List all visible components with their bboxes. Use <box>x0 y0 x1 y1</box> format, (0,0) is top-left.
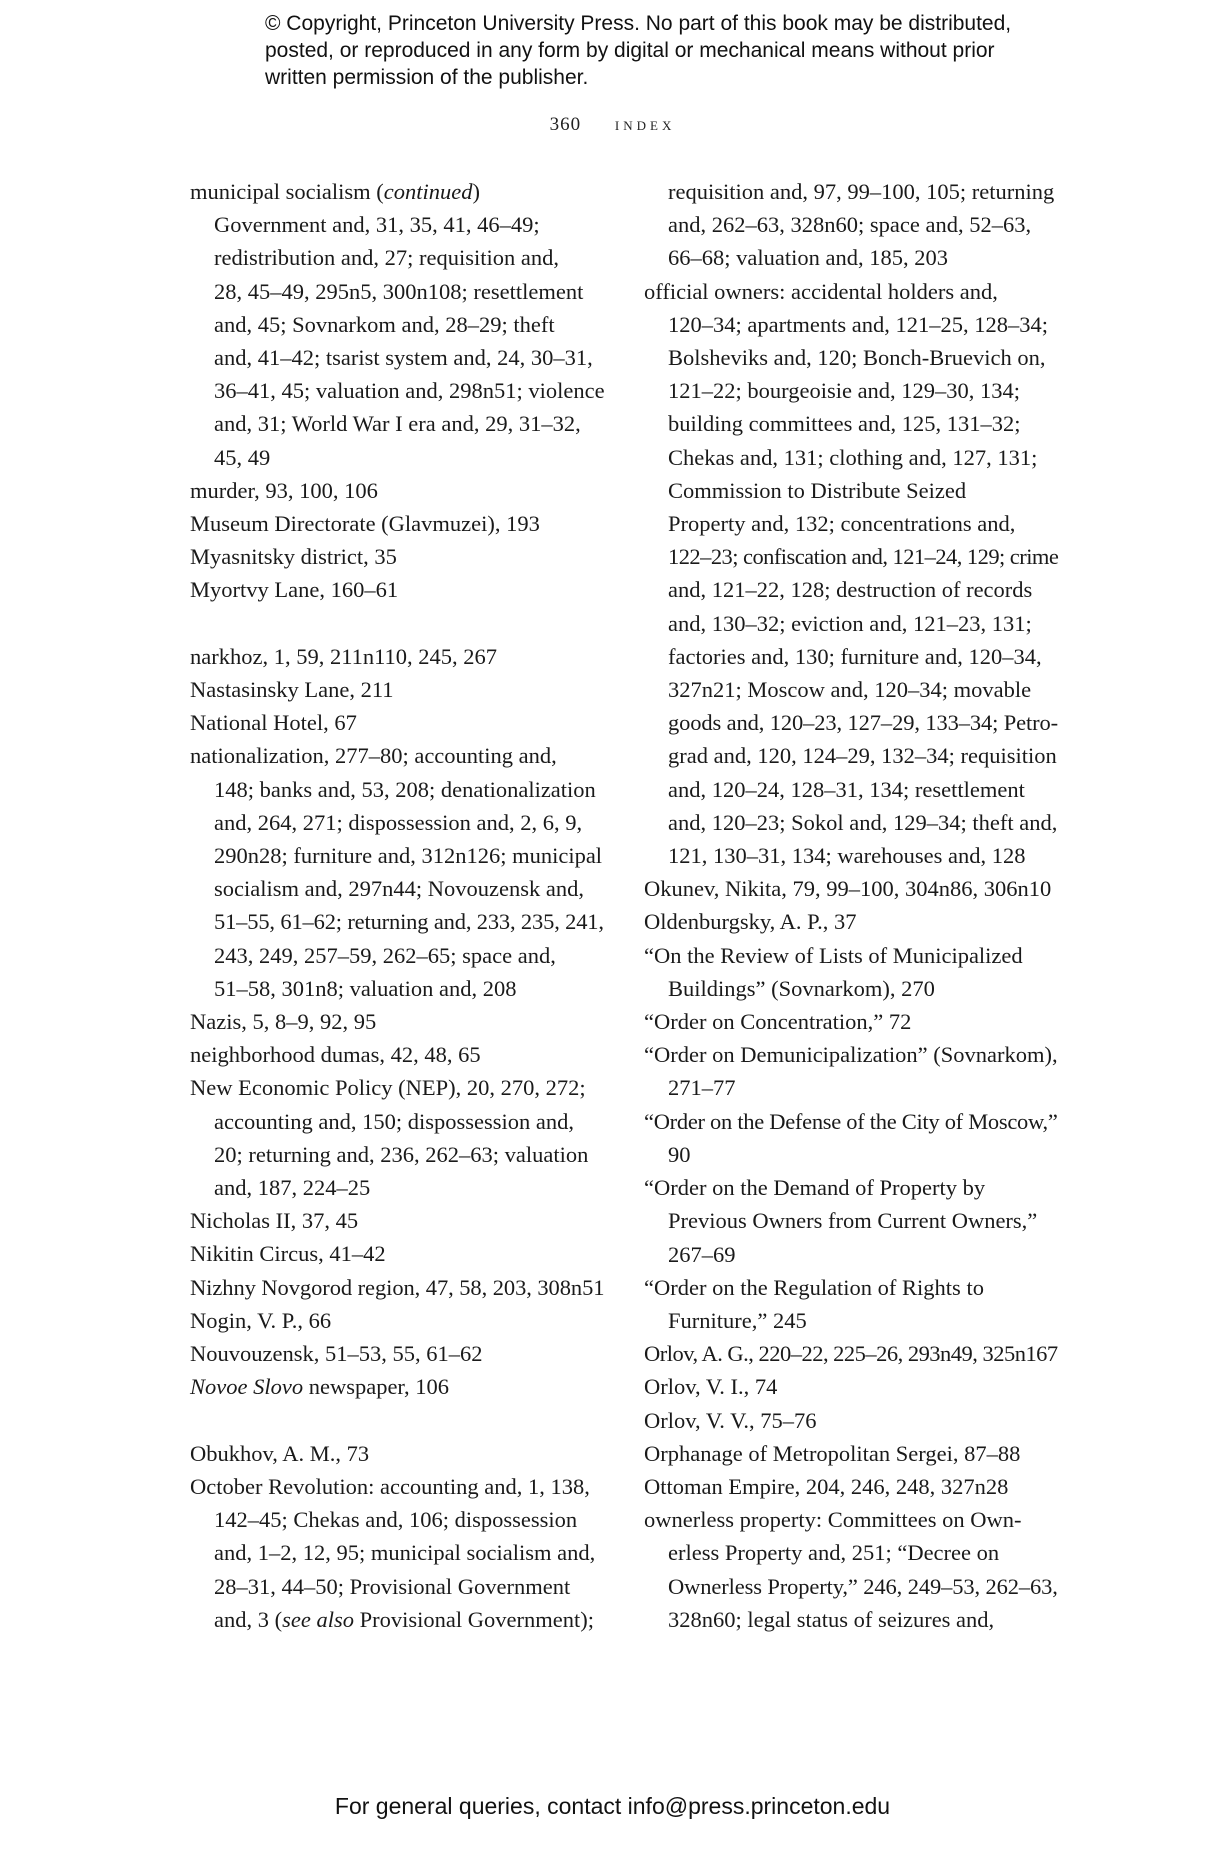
running-title: index <box>614 114 676 135</box>
index-subentry-line: Buildings” (Sovnarkom), 270 <box>668 975 935 1001</box>
index-subentry-line: and, 264, 271; dispossession and, 2, 6, 9, <box>214 809 583 835</box>
index-entry-line: Nastasinsky Lane, 211 <box>190 677 394 703</box>
index-entry-line: Nicholas II, 37, 45 <box>190 1208 359 1234</box>
index-entry-line: “Order on the Demand of Property by <box>644 1175 986 1201</box>
index-subentry-line: 120–34; apartments and, 121–25, 128–34; <box>668 311 1048 337</box>
index-subentry-line: and, 187, 224–25 <box>214 1175 371 1201</box>
index-subentry-line: building committees and, 125, 131–32; <box>668 411 1021 437</box>
index-subentry-line: Property and, 132; concentrations and, <box>668 511 1016 537</box>
index-subentry-line: 243, 249, 257–59, 262–65; space and, <box>214 942 556 968</box>
index-entry-line: National Hotel, 67 <box>190 710 357 736</box>
index-entry-line: Ottoman Empire, 204, 246, 248, 327n28 <box>644 1473 1009 1499</box>
index-entry-line: “Order on Concentration,” 72 <box>644 1009 912 1035</box>
index-column-left <box>190 175 605 1636</box>
index-subentry-line: and, 45; Sovnarkom and, 28–29; theft <box>214 311 555 337</box>
index-entry-line: October Revolution: accounting and, 1, 138, <box>190 1473 590 1499</box>
index-subentry-line: and, 130–32; eviction and, 121–23, 131; <box>668 610 1032 636</box>
index-subentry-line: 267–69 <box>668 1241 736 1267</box>
index-subentry-line: and, 3 (see also Provisional Government); <box>214 1606 594 1632</box>
entry-group-gap <box>190 607 605 640</box>
index-entry-line: Okunev, Nikita, 79, 99–100, 304n86, 306n10 <box>644 876 1052 902</box>
index-subentry-line: factories and, 130; furniture and, 120–34, <box>668 643 1042 669</box>
index-subentry-line: 122–23; confiscation and, 121–24, 129; crime <box>668 544 1059 570</box>
index-subentry-line: 66–68; valuation and, 185, 203 <box>668 245 948 271</box>
index-entry-line: murder, 93, 100, 106 <box>190 477 378 503</box>
index-subentry-line: 121, 130–31, 134; warehouses and, 128 <box>668 843 1026 869</box>
index-subentry-line: and, 120–24, 128–31, 134; resettlement <box>668 776 1025 802</box>
index-entry-line: New Economic Policy (NEP), 20, 270, 272; <box>190 1075 586 1101</box>
index-subentry-line: grad and, 120, 124–29, 132–34; requisition <box>668 743 1057 769</box>
footer-contact: For general queries, contact info@press.princeton.edu <box>334 1793 891 1819</box>
index-subentry-line: accounting and, 150; dispossession and, <box>214 1108 574 1134</box>
index-subentry-line: socialism and, 297n44; Novouzensk and, <box>214 876 584 902</box>
index-subentry-line: Commission to Distribute Seized <box>668 477 967 503</box>
index-entry-line: Nogin, V. P., 66 <box>190 1307 332 1333</box>
index-subentry-line: Furniture,” 245 <box>668 1307 807 1333</box>
index-entry-line: Orlov, A. G., 220–22, 225–26, 293n49, 325n167 <box>644 1341 1058 1367</box>
index-entry-line: municipal socialism (continued) <box>190 179 480 204</box>
index-entry-line: nationalization, 277–80; accounting and, <box>190 743 557 769</box>
index-entry-line: Obukhov, A. M., 73 <box>190 1440 370 1466</box>
index-subentry-line: 20; returning and, 236, 262–63; valuation <box>214 1141 589 1167</box>
index-entry-line: Orphanage of Metropolitan Sergei, 87–88 <box>644 1440 1021 1466</box>
running-head <box>0 114 1225 136</box>
index-subentry-line: Government and, 31, 35, 41, 46–49; <box>214 212 540 238</box>
index-subentry-line: 142–45; Chekas and, 106; dispossession <box>214 1507 578 1533</box>
index-entry-line: Oldenburgsky, A. P., 37 <box>644 909 857 935</box>
index-subentry-line: requisition and, 97, 99–100, 105; returning <box>668 179 1055 204</box>
index-entry-line: Orlov, V. V., 75–76 <box>644 1407 817 1433</box>
index-entry-line: Novoe Slovo newspaper, 106 <box>190 1374 450 1400</box>
index-subentry-line: erless Property and, 251; “Decree on <box>668 1540 1000 1566</box>
index-subentry-line: and, 1–2, 12, 95; municipal socialism and, <box>214 1540 596 1566</box>
index-subentry-line: 271–77 <box>668 1075 736 1101</box>
entry-group-gap <box>190 1404 605 1437</box>
index-entry-line: neighborhood dumas, 42, 48, 65 <box>190 1042 481 1068</box>
index-subentry-line: and, 121–22, 128; destruction of records <box>668 577 1033 603</box>
index-entry-line: Nikitin Circus, 41–42 <box>190 1241 386 1267</box>
index-subentry-line: 327n21; Moscow and, 120–34; movable <box>668 677 1032 703</box>
index-subentry-line: Chekas and, 131; clothing and, 127, 131; <box>668 444 1038 470</box>
index-entry-line: Myasnitsky district, 35 <box>190 544 397 570</box>
index-subentry-line: 290n28; furniture and, 312n126; municipal <box>214 843 603 869</box>
index-subentry-line: 328n60; legal status of seizures and, <box>668 1606 995 1632</box>
index-entry-line: official owners: accidental holders and, <box>644 278 998 304</box>
index-subentry-line: Bolsheviks and, 120; Bonch-Bruevich on, <box>668 345 1046 371</box>
index-entry-line: Museum Directorate (Glavmuzei), 193 <box>190 511 540 537</box>
index-entry-line: “On the Review of Lists of Municipalized <box>644 942 1023 968</box>
index-entry-line: Orlov, V. I., 74 <box>644 1374 778 1400</box>
index-entry-line: Nouvouzensk, 51–53, 55, 61–62 <box>190 1341 483 1367</box>
index-subentry-line: 90 <box>668 1141 691 1167</box>
index-subentry-line: redistribution and, 27; requisition and, <box>214 245 559 271</box>
index-subentry-line: Previous Owners from Current Owners,” <box>668 1208 1038 1234</box>
index-subentry-line: 36–41, 45; valuation and, 298n51; violence <box>214 378 605 404</box>
index-entry-line: ownerless property: Committees on Own- <box>644 1507 1022 1533</box>
index-subentry-line: and, 262–63, 328n60; space and, 52–63, <box>668 212 1032 238</box>
index-entry-line: “Order on Demunicipalization” (Sovnarkom), <box>644 1042 1058 1068</box>
index-subentry-line: 51–58, 301n8; valuation and, 208 <box>214 975 517 1001</box>
index-subentry-line: goods and, 120–23, 127–29, 133–34; Petro- <box>668 710 1058 736</box>
index-entry-line: narkhoz, 1, 59, 211n110, 245, 267 <box>190 643 498 669</box>
index-subentry-line: 28–31, 44–50; Provisional Government <box>214 1573 571 1599</box>
index-subentry-line: and, 31; World War I era and, 29, 31–32, <box>214 411 581 437</box>
index-subentry-line: 45, 49 <box>214 444 271 470</box>
index-subentry-line: 121–22; bourgeoisie and, 129–30, 134; <box>668 378 1021 404</box>
index-subentry-line: 148; banks and, 53, 208; denationalization <box>214 776 596 802</box>
index-entry-line: Nazis, 5, 8–9, 92, 95 <box>190 1009 377 1035</box>
index-subentry-line: Ownerless Property,” 246, 249–53, 262–63, <box>668 1573 1058 1599</box>
copyright-notice: © Copyright, Princeton University Press. No part of this book may be distributed, posted, or reproduced in any form by digital or mechanical means without prior written permission of the publisher. <box>265 12 1012 89</box>
index-column-right <box>644 175 1059 1636</box>
index-subentry-line: and, 120–23; Sokol and, 129–34; theft and, <box>668 809 1058 835</box>
index-subentry-line: 51–55, 61–62; returning and, 233, 235, 241, <box>214 909 604 935</box>
index-entry-line: Myortvy Lane, 160–61 <box>190 577 399 603</box>
index-entry-line: “Order on the Defense of the City of Moscow,” <box>644 1108 1058 1134</box>
page-number: 360 <box>549 114 582 135</box>
index-entry-line: Nizhny Novgorod region, 47, 58, 203, 308n51 <box>190 1274 605 1300</box>
index-subentry-line: and, 41–42; tsarist system and, 24, 30–31, <box>214 345 593 371</box>
index-subentry-line: 28, 45–49, 295n5, 300n108; resettlement <box>214 278 584 304</box>
index-entry-line: “Order on the Regulation of Rights to <box>644 1274 984 1300</box>
